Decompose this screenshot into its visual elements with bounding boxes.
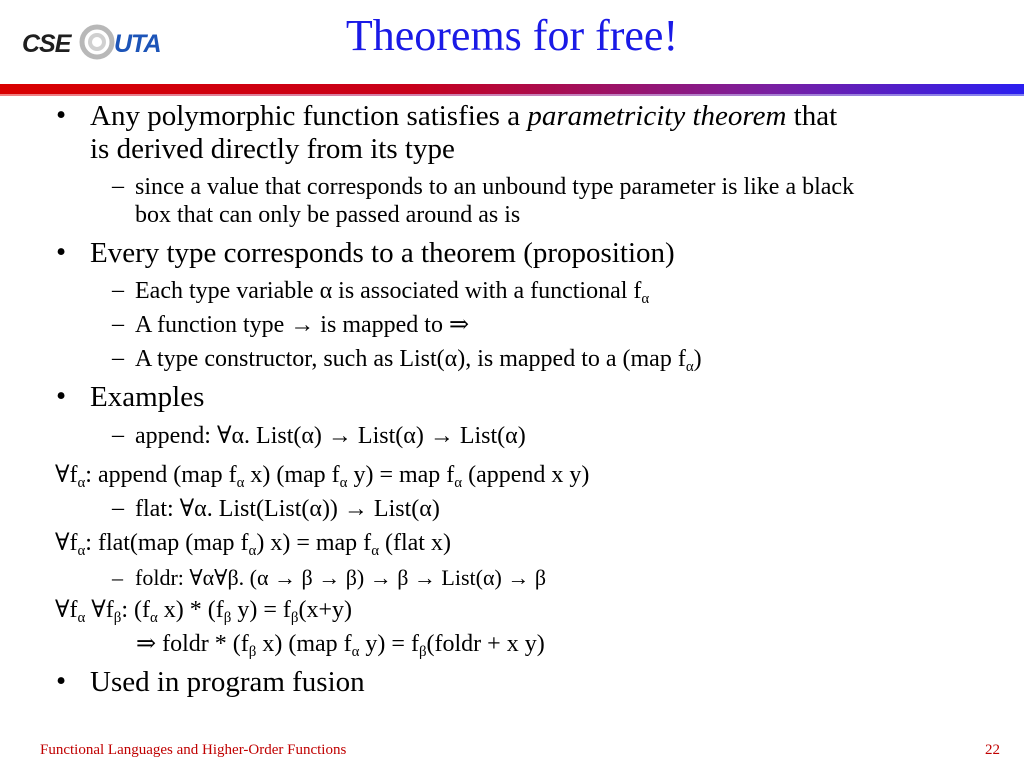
equation-foldr-conclusion [136, 630, 545, 661]
bullet-2-sub-3-text: A type constructor, such as List(α), is mapped to a (map f [135, 346, 686, 372]
eq-text: ) x) = map f [256, 530, 372, 556]
eq-text: x) (map f [244, 462, 340, 488]
eq-text: (foldr + x y) [426, 631, 545, 657]
subscript: α [641, 291, 650, 308]
subscript: α [351, 644, 360, 661]
bullet-1-text-end: that [786, 100, 838, 132]
bullet-marker: • [56, 99, 67, 131]
title-divider-shadow [0, 94, 1024, 96]
logo-uta-text: UTA [114, 30, 161, 58]
subscript: β [113, 610, 122, 627]
subscript: β [418, 644, 427, 661]
eq-text: ∀f [55, 530, 78, 556]
bullet-1-sub-1-line-1: since a value that corresponds to an unbound type parameter is like a black [135, 174, 855, 200]
equation-foldr-premise [55, 596, 352, 627]
dash-marker: – [112, 565, 123, 590]
eq-text: : append (map f [85, 462, 237, 488]
eq-text: (append x y) [462, 462, 590, 488]
dash-marker: – [112, 277, 124, 303]
subscript: α [236, 475, 245, 492]
eq-text: ∀f [55, 462, 78, 488]
equation-flat [55, 529, 451, 560]
eq-text: y) = f [359, 631, 419, 657]
eq-text: ⇒ foldr * (f [136, 631, 249, 657]
bullet-marker: • [56, 665, 67, 697]
eq-text: : (f [121, 597, 150, 623]
bullet-1-line-2: is derived directly from its type [90, 133, 455, 165]
eq-text: x) * (f [157, 597, 224, 623]
dash-marker: – [112, 495, 124, 521]
eq-text: : flat(map (map f [85, 530, 249, 556]
dash-marker: – [112, 345, 124, 371]
subscript: α [685, 359, 694, 376]
bullet-2-sub-1-text: Each type variable α is associated with a functional f [135, 278, 642, 304]
subscript: β [290, 610, 299, 627]
subscript: α [371, 543, 379, 560]
eq-text: y) = f [231, 597, 291, 623]
subscript: α [150, 610, 158, 627]
bullet-1-emphasis: parametricity theorem [527, 100, 787, 132]
subscript: α [77, 543, 86, 560]
dash-marker: – [112, 311, 124, 337]
equation-append [55, 461, 590, 492]
subscript: α [77, 610, 86, 627]
dash-marker: – [112, 422, 124, 448]
dash-marker: – [112, 173, 124, 199]
bullet-2-sub-3-end: ) [693, 346, 702, 372]
eq-text: ∀f [85, 597, 114, 623]
title-divider [0, 84, 1024, 94]
footer-page-number: 22 [985, 742, 1000, 758]
eq-text: (x+y) [298, 597, 352, 623]
subscript: α [454, 475, 463, 492]
bullet-1-sub-1-line-2: box that can only be passed around as is [135, 202, 521, 228]
bullet-1-line-1 [90, 100, 837, 133]
bullet-2-sub-1 [135, 277, 650, 308]
subscript: β [248, 644, 257, 661]
example-append: append: ∀α. List(α) → List(α) → List(α) [135, 423, 526, 449]
eq-text: y) = map f [347, 462, 455, 488]
bullet-2-sub-2: A function type → is mapped to ⇒ [135, 312, 470, 338]
example-foldr: foldr: ∀α∀β. (α → β → β) → β → List(α) → β [135, 565, 547, 590]
subscript: α [339, 475, 348, 492]
eq-text: ∀f [55, 597, 78, 623]
footer-course-title: Functional Languages and Higher-Order Functions [40, 742, 347, 758]
subscript: β [223, 610, 232, 627]
bullet-2: Every type corresponds to a theorem (proposition) [90, 237, 675, 269]
bullet-4: Used in program fusion [90, 666, 365, 698]
slide-title: Theorems for free! [345, 11, 679, 60]
example-flat: flat: ∀α. List(List(α)) → List(α) [135, 496, 440, 522]
subscript: α [77, 475, 86, 492]
bullet-3: Examples [90, 381, 205, 413]
bullet-marker: • [56, 236, 67, 268]
logo-cse-text: CSE [22, 30, 71, 58]
eq-text: (flat x) [378, 530, 451, 556]
bullet-marker: • [56, 380, 67, 412]
eq-text: x) (map f [256, 631, 352, 657]
bullet-2-sub-3 [135, 345, 702, 376]
bullet-1-text: Any polymorphic function satisfies a [90, 100, 528, 132]
subscript: α [248, 543, 257, 560]
